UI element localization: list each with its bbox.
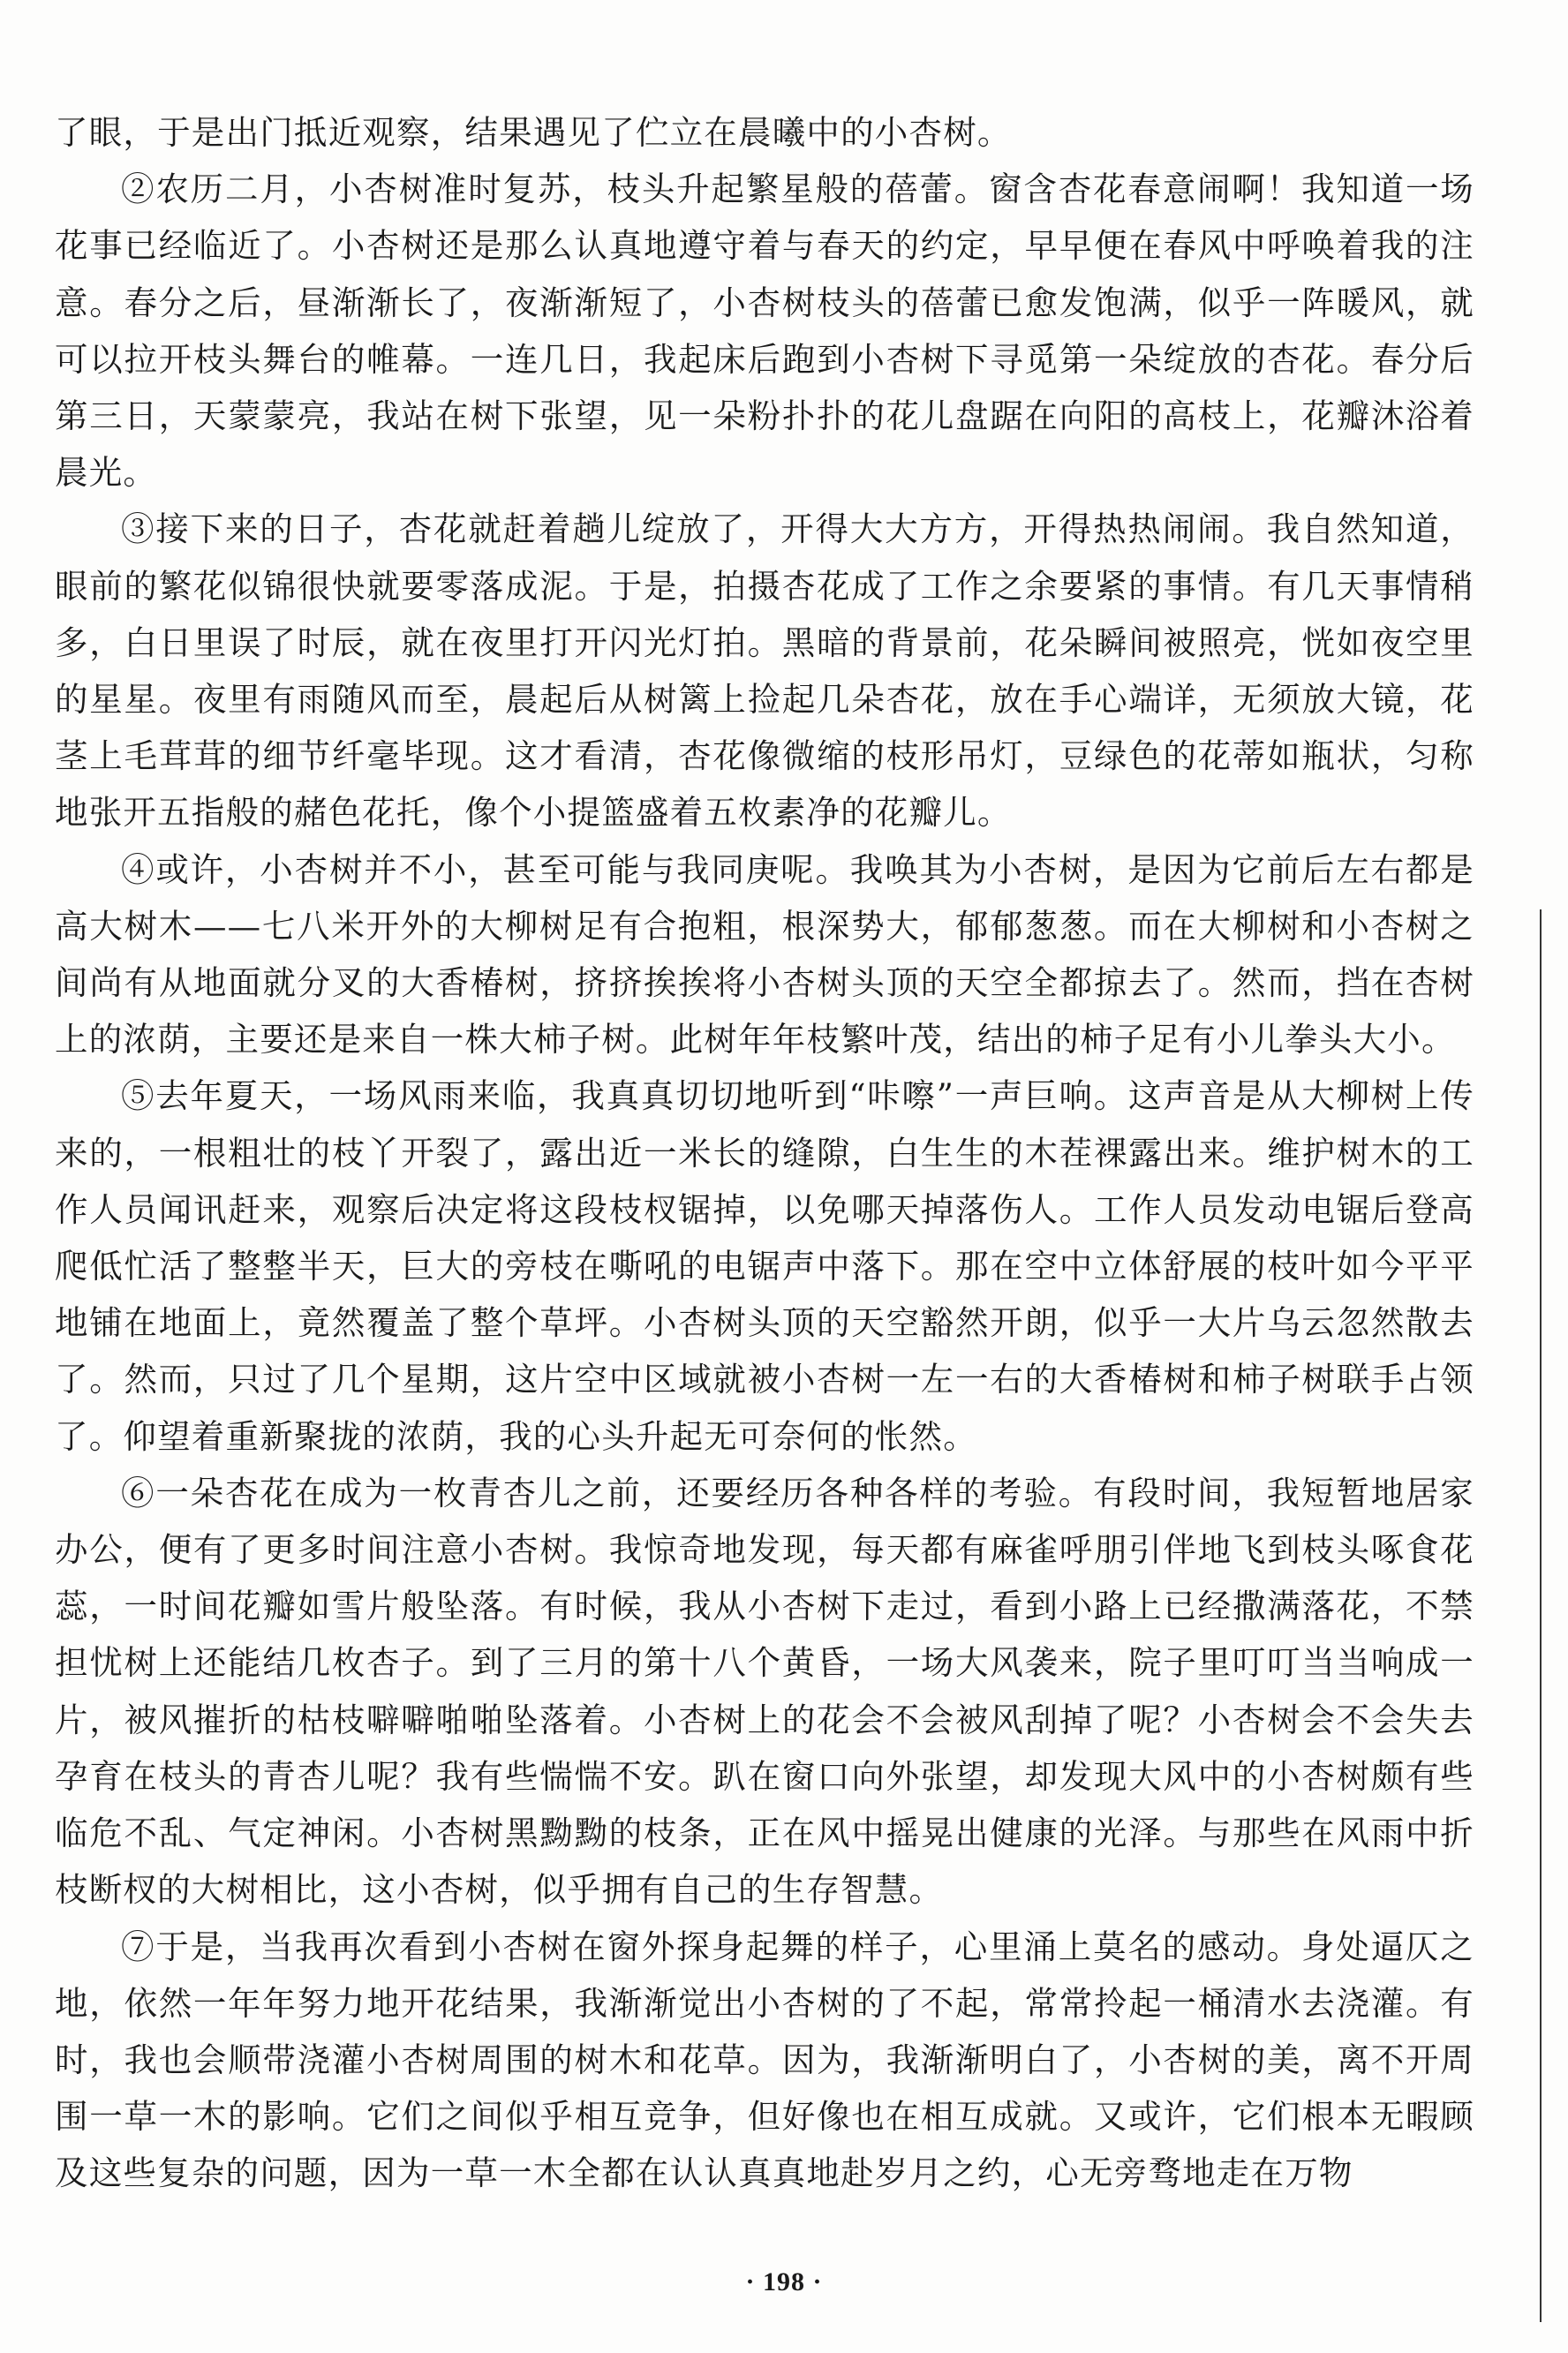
paragraph-5: ⑤去年夏天，一场风雨来临，我真真切切地听到“咔嚓”一声巨响。这声音是从大柳树上传来的，一根粗壮的枝丫开裂了，露出近一米长的缝隙，白生生的木茬裸露出来。维护树木的工作人员闻讯赶来，观察后决定将这段枝杈锯掉，以免哪天掉落伤人。工作人员发动电锯后登高爬低忙活了整整半天，巨大的旁枝在嘶吼的电锯声中落下。那在空中立体舒展的枝叶如今平平地铺在地面上，竟然覆盖了整个草坪。小杏树头顶的天空豁然开朗，似乎一大片乌云忽然散去了。然而，只过了几个星期，这片空中区域就被小杏树一左一右的大香椿树和柿子树联手占领了。仰望着重新聚拢的浓荫，我的心头升起无可奈何的怅然。 bbox=[55, 1076, 1474, 1456]
page-edge-divider bbox=[1540, 909, 1542, 2322]
paragraph-4: ④或许，小杏树并不小，甚至可能与我同庚呢。我唤其为小杏树，是因为它前后左右都是高大树木——七八米开外的大柳树足有合抱粗，根深势大，郁郁葱葱。而在大柳树和小杏树之间尚有从地面就分叉的大香椿树，挤挤挨挨将小杏树头顶的天空全都掠去了。然而，挡在杏树上的浓荫，主要还是来自一株大柿子树。此树年年枝繁叶茂，结出的柿子足有小儿拳头大小。 bbox=[55, 849, 1474, 1060]
paragraph-7: ⑦于是，当我再次看到小杏树在窗外探身起舞的样子，心里涌上莫名的感动。身处逼仄之地，依然一年年努力地开花结果，我渐渐觉出小杏树的了不起，常常拎起一桶清水去浇灌。有时，我也会顺带浇灌小杏树周围的树木和花草。因为，我渐渐明白了，小杏树的美，离不开周围一草一木的影响。它们之间似乎相互竞争，但好像也在相互成就。又或许，它们根本无暇顾及这些复杂的问题，因为一草一木全都在认认真真地赴岁月之约，心无旁骛地走在万物 bbox=[55, 1927, 1474, 2193]
page-number: · 198 · bbox=[745, 2267, 823, 2296]
paragraph-1-continuation: 了眼，于是出门抵近观察，结果遇见了伫立在晨曦中的小杏树。 bbox=[55, 113, 1012, 152]
paragraph-6: ⑥一朵杏花在成为一枚青杏儿之前，还要经历各种各样的考验。有段时间，我短暂地居家办公，便有了更多时间注意小杏树。我惊奇地发现，每天都有麻雀呼朋引伴地飞到枝头啄食花蕊，一时间花瓣如雪片般坠落。有时候，我从小杏树下走过，看到小路上已经撒满落花，不禁担忧树上还能结几枚杏子。到了三月的第十八个黄昏，一场大风袭来，院子里叮叮当当响成一片，被风摧折的枯枝噼噼啪啪坠落着。小杏树上的花会不会被风刮掉了呢？小杏树会不会失去孕育在枝头的青杏儿呢？我有些惴惴不安。趴在窗口向外张望，却发现大风中的小杏树颇有些临危不乱、气定神闲。小杏树黑黝黝的枝条，正在风中摇晃出健康的光泽。与那些在风雨中折枝断杈的大树相比，这小杏树，似乎拥有自己的生存智慧。 bbox=[55, 1473, 1474, 1910]
article-body bbox=[55, 104, 1474, 2202]
paragraph-2: ②农历二月，小杏树准时复苏，枝头升起繁星般的蓓蕾。窗含杏花春意闹啊！我知道一场花事已经临近了。小杏树还是那么认真地遵守着与春天的约定，早早便在春风中呼唤着我的注意。春分之后，昼渐渐长了，夜渐渐短了，小杏树枝头的蓓蕾已愈发饱满，似乎一阵暖风，就可以拉开枝头舞台的帷幕。一连几日，我起床后跑到小杏树下寻觅第一朵绽放的杏花。春分后第三日，天蒙蒙亮，我站在树下张望，见一朵粉扑扑的花儿盘踞在向阳的高枝上，花瓣沐浴着晨光。 bbox=[55, 170, 1474, 493]
paragraph-3: ③接下来的日子，杏花就赶着趟儿绽放了，开得大大方方，开得热热闹闹。我自然知道，眼前的繁花似锦很快就要零落成泥。于是，拍摄杏花成了工作之余要紧的事情。有几天事情稍多，白日里误了时辰，就在夜里打开闪光灯拍。黑暗的背景前，花朵瞬间被照亮，恍如夜空里的星星。夜里有雨随风而至，晨起后从树篱上捡起几朵杏花，放在手心端详，无须放大镜，花茎上毛茸茸的细节纤毫毕现。这才看清，杏花像微缩的枝形吊灯，豆绿色的花蒂如瓶状，匀称地张开五指般的赭色花托，像个小提篮盛着五枚素净的花瓣儿。 bbox=[55, 509, 1474, 833]
